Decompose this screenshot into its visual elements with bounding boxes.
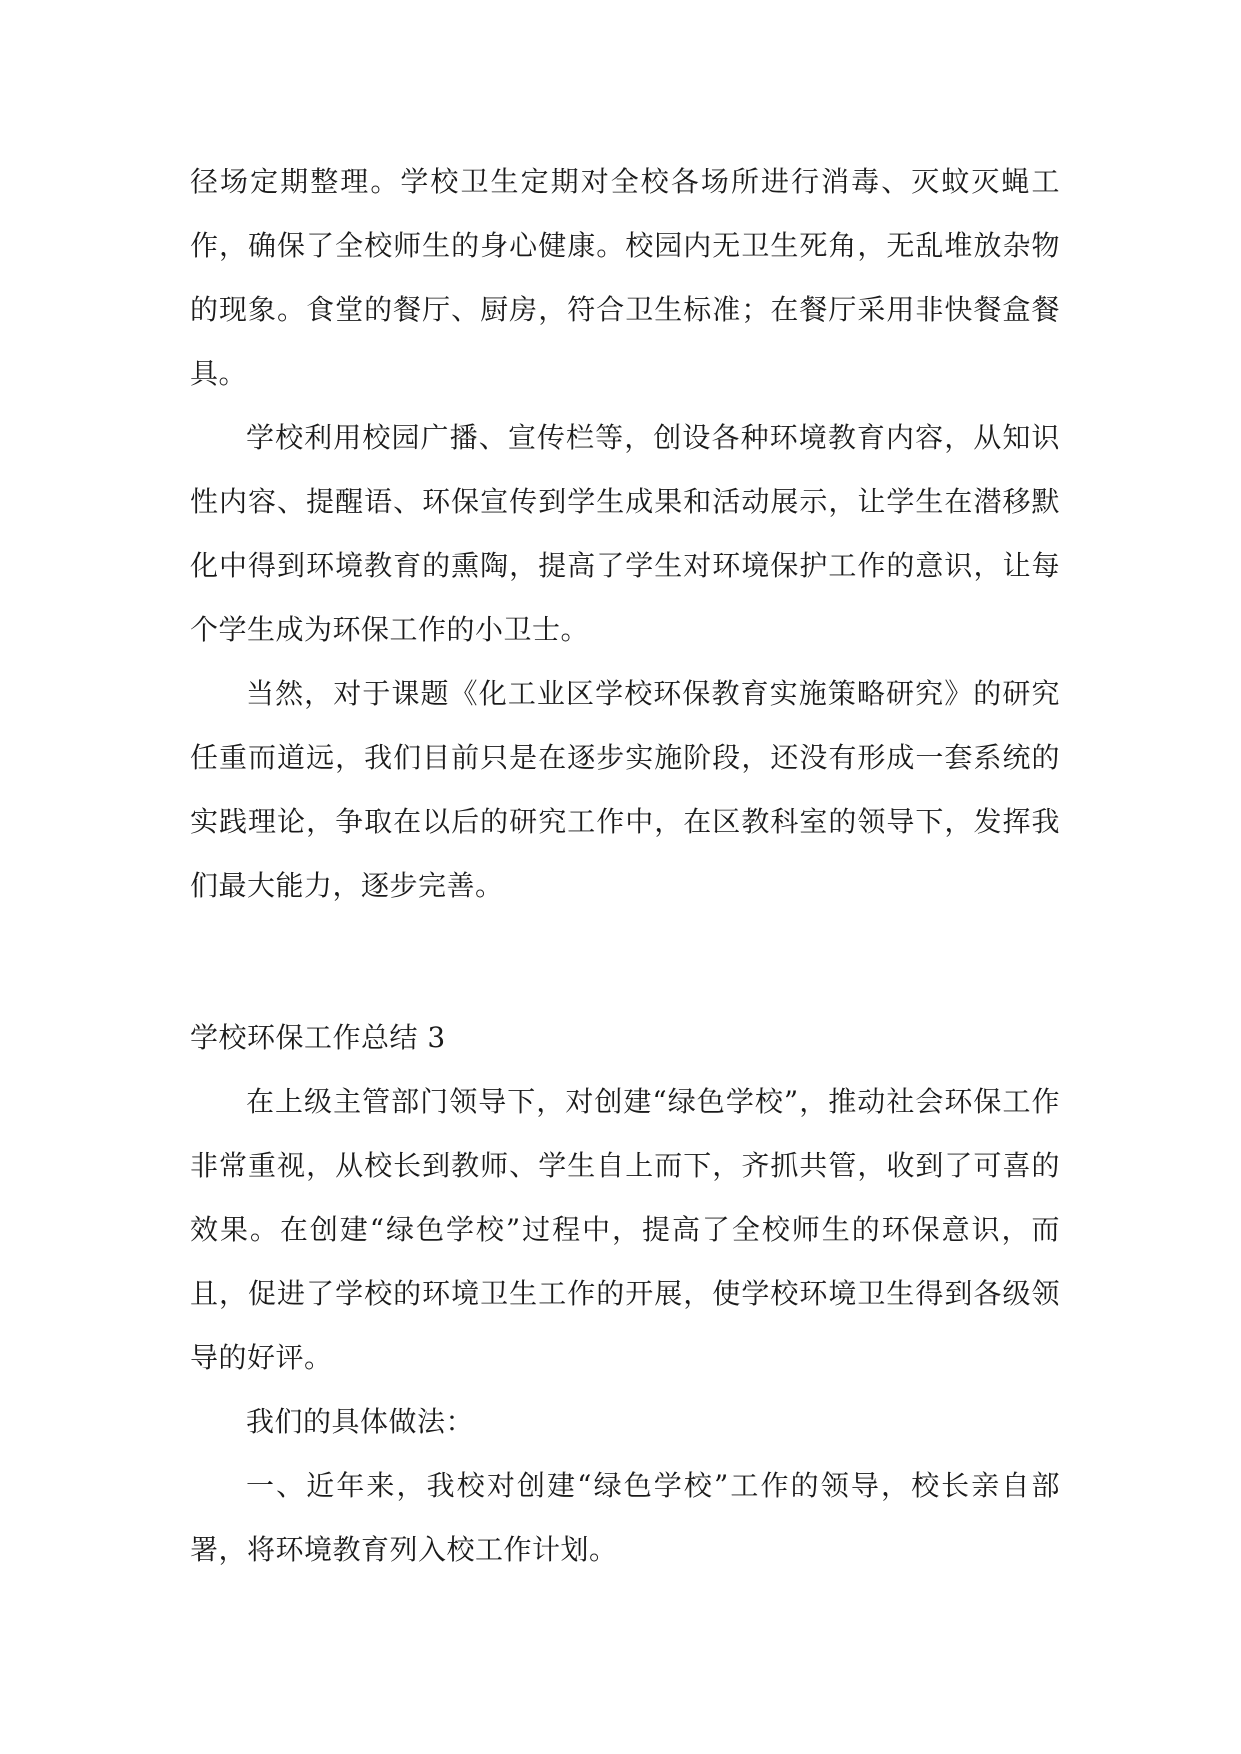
paragraph-hygiene: 径场定期整理。学校卫生定期对全校各场所进行消毒、灭蚊灭蝇工作，确保了全校师生的身心健康。校园内无卫生死角，无乱堆放杂物的现象。食堂的餐厅、厨房，符合卫生标准；在餐厅采用非快餐盒餐具。 — [190, 165, 1060, 390]
section-title: 学校环保工作总结 3 — [190, 1021, 446, 1054]
paragraph-methods-heading: 我们的具体做法： — [246, 1405, 475, 1438]
paragraph-item-one: 一、近年来，我校对创建“绿色学校”工作的领导，校长亲自部署，将环境教育列入校工作计划。 — [190, 1469, 1060, 1566]
paragraph-green-school: 在上级主管部门领导下，对创建“绿色学校”，推动社会环保工作非常重视，从校长到教师、学生自上而下，齐抓共管，收到了可喜的效果。在创建“绿色学校”过程中，提高了全校师生的环保意识，而且，促进了学校的环境卫生工作的开展，使学校环境卫生得到各级领导的好评。 — [190, 1085, 1060, 1374]
lower-text-block — [190, 1006, 1060, 1582]
paragraph-environment-education: 学校利用校园广播、宣传栏等，创设各种环境教育内容，从知识性内容、提醒语、环保宣传到学生成果和活动展示，让学生在潜移默化中得到环境教育的熏陶，提高了学生对环境保护工作的意识，让每个学生成为环保工作的小卫士。 — [190, 421, 1060, 646]
paragraph-research-topic: 当然，对于课题《化工业区学校环保教育实施策略研究》的研究任重而道远，我们目前只是在逐步实施阶段，还没有形成一套系统的实践理论，争取在以后的研究工作中，在区教科室的领导下，发挥我们最大能力，逐步完善。 — [190, 677, 1060, 902]
upper-text-block — [190, 150, 1060, 918]
